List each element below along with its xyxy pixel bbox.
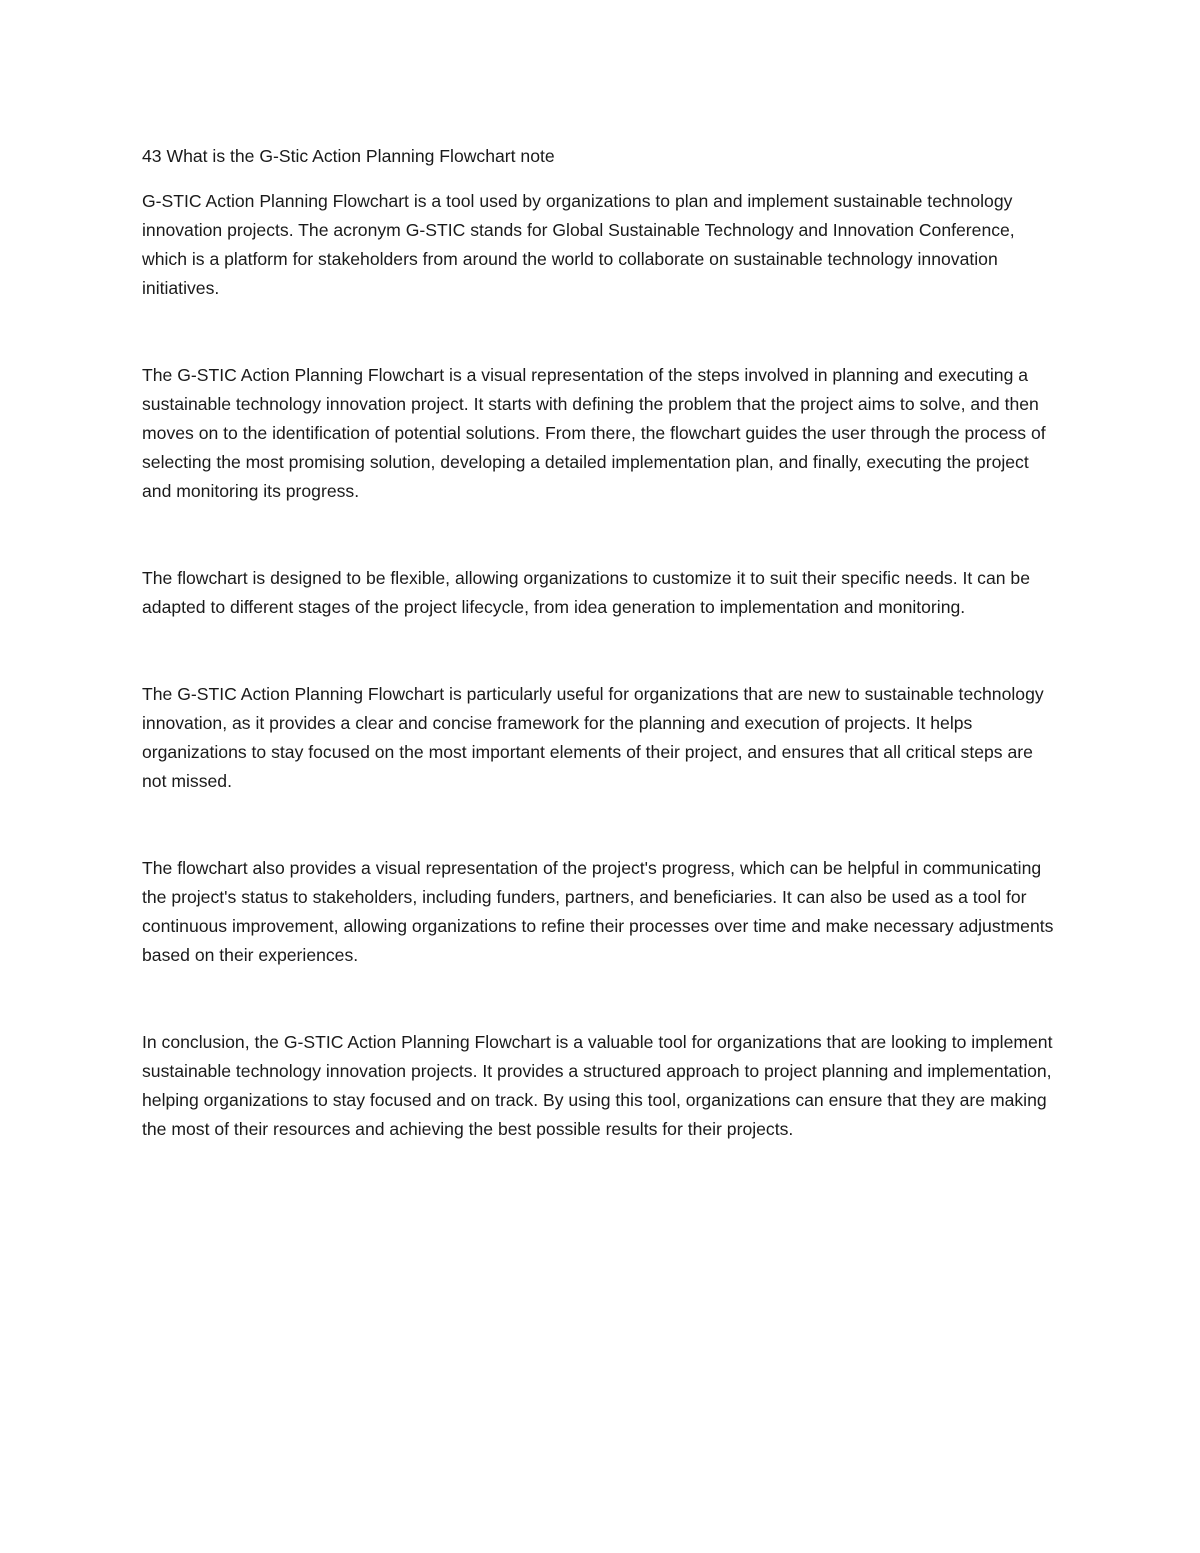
paragraph-conclusion: In conclusion, the G-STIC Action Planning Flowchart is a valuable tool for organizations that are looking to implement sustainable technology innovation projects. It provides a structured approach to project planning and implementation, helping organizations to stay focused and on track. By using this tool, organizations can ensure that they are making the most of their resources and achieving the best possible results for their projects. [142,1032,1053,1139]
paragraph-flexibility: The flowchart is designed to be flexible, allowing organizations to customize it to suit their specific needs. It can be adapted to different stages of the project lifecycle, from idea generation to implementation and monitoring. [142,568,1030,617]
paragraph-progress: The flowchart also provides a visual representation of the project's progress, which can be helpful in communicating the project's status to stakeholders, including funders, partners, and beneficiaries. It can also be used as a tool for continuous improvement, allowing organizations to refine their processes over time and make necessary adjustments based on their experiences. [142,858,1054,965]
document-title: 43 What is the G-Stic Action Planning Flowchart note [142,146,555,166]
document-body [142,142,1062,1144]
paragraph-flowchart-steps: The G-STIC Action Planning Flowchart is a visual representation of the steps involved in planning and executing a sustainable technology innovation project. It starts with defining the problem that the project aims to solve, and then moves on to the identification of potential solutions. From there, the flowchart guides the user through the process of selecting the most promising solution, developing a detailed implementation plan, and finally, executing the project and monitoring its progress. [142,365,1046,501]
paragraph-intro: G-STIC Action Planning Flowchart is a tool used by organizations to plan and implement sustainable technology innovation projects. The acronym G-STIC stands for Global Sustainable Technology and Innovation Conference, which is a platform for stakeholders from around the world to collaborate on sustainable technology innovation initiatives. [142,191,1015,298]
paragraph-usefulness: The G-STIC Action Planning Flowchart is particularly useful for organizations that are new to sustainable technology innovation, as it provides a clear and concise framework for the planning and execution of projects. It helps organizations to stay focused on the most important elements of their project, and ensures that all critical steps are not missed. [142,684,1044,791]
